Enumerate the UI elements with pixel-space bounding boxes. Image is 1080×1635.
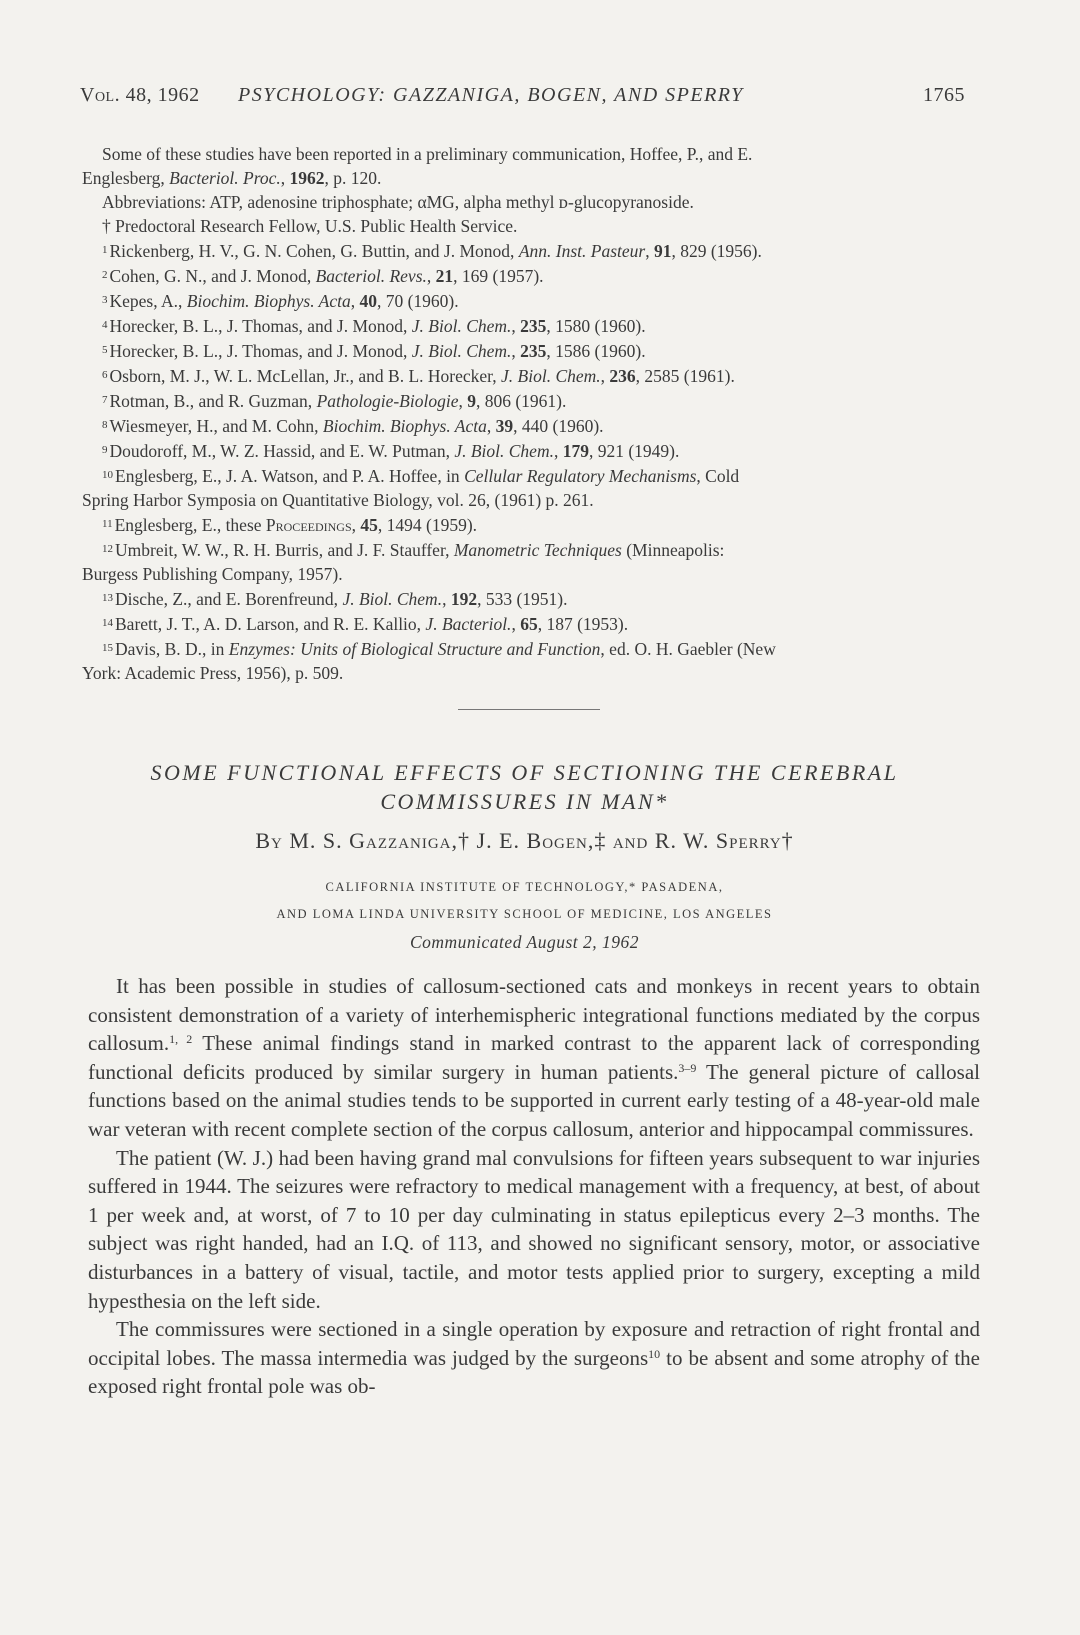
text-segment: Kepes, A., <box>109 291 187 311</box>
text-segment: , 1580 (1960). <box>546 316 646 336</box>
text-segment: , <box>645 241 654 261</box>
text-segment: It has been possible in studies of callosum-sectioned cats and monkeys in recent years to obtain consistent demonstration of a variety of interhemispheric integrational functions mediated by the corpus callosum. <box>88 974 980 1056</box>
footnote-number: 7 <box>102 394 108 406</box>
text-segment: The patient (W. J.) had been having grand mal convulsions for fifteen years subsequent to war injuries suffered in 1944. The seizures were refractory to medical management with a frequency, at best, of about 1 per week and, at worst, of 7 to 10 per day culminating in status epilepticus every 2–3 months. The subject was right handed, had an I.Q. of 113, and showed no significant sensory, motor, or associative disturbances in a battery of visual, tactile, and motor tests applied prior to surgery, excepting a mild hypesthesia on the left side. <box>88 1145 980 1313</box>
page-number: 1765 <box>923 84 965 106</box>
footnote-number: 13 <box>102 592 113 604</box>
body-paragraph <box>88 1144 980 1316</box>
text-segment: Osborn, M. J., W. L. McLellan, Jr., and B. L. Horecker, <box>109 366 502 386</box>
text-segment: Barett, J. T., A. D. Larson, and R. E. Kallio, <box>115 614 426 634</box>
text-segment: J. Biol. Chem. <box>342 589 443 609</box>
text-segment: , 806 (1961). <box>475 391 567 411</box>
footnote-number: 8 <box>102 419 108 431</box>
text-segment: The commissures were sectioned in a single operation by exposure and retraction of right frontal and occipital lobes. The massa intermedia was judged by the surgeons <box>88 1317 980 1370</box>
text-segment: These animal findings stand in marked contrast to the apparent lack of corresponding functional deficits produced by similar surgery in human patients. <box>88 1031 981 1084</box>
text-segment: Bacteriol. Revs. <box>315 266 427 286</box>
text-segment: , 187 (1953). <box>537 614 629 634</box>
text-segment: , 921 (1949). <box>588 441 680 461</box>
text-segment: to be absent and some atrophy of the exposed right frontal pole was ob- <box>88 1345 980 1399</box>
text-segment: , <box>553 441 563 461</box>
footnote <box>82 562 967 586</box>
text-segment: Davis, B. D., in <box>115 639 229 659</box>
text-segment: , Cold <box>696 466 740 486</box>
text-segment: , <box>511 341 521 361</box>
text-segment: (Minneapolis: <box>621 540 725 560</box>
communicated-date: Communicated August 2, 1962 <box>409 932 639 952</box>
text-segment: Rickenberg, H. V., G. N. Cohen, G. Buttin, and J. Monod, <box>109 241 519 261</box>
affiliation-line-2: AND LOMA LINDA UNIVERSITY SCHOOL OF MEDICINE, LOS ANGELES <box>276 907 773 921</box>
text-segment: Abbreviations: ATP, adenosine triphosphate; αMG, alpha methyl ᴅ-glucopyranoside. <box>102 192 694 212</box>
footnote-number: 10 <box>102 469 113 481</box>
text-segment: 40 <box>359 291 377 311</box>
text-segment: Cellular Regulatory Mechanisms <box>464 466 697 486</box>
footnote-number: 3 <box>102 294 108 306</box>
text-segment: , <box>350 291 360 311</box>
footnote-number: 14 <box>102 617 113 629</box>
footnote-number: 4 <box>102 319 108 331</box>
footnote <box>82 537 967 562</box>
text-segment: , <box>442 589 451 609</box>
text-segment: , <box>511 316 521 336</box>
text-segment: 65 <box>520 614 538 634</box>
text-segment: Spring Harbor Symposia on Quantitative Biology, vol. 26, (1961) p. 261. <box>82 490 594 510</box>
article-title-line-1: SOME FUNCTIONAL EFFECTS OF SECTIONING THE CEREBRAL <box>150 760 899 785</box>
text-segment: Manometric Techniques <box>453 540 622 560</box>
footnote <box>82 363 967 388</box>
text-segment: † Predoctoral Research Fellow, U.S. Public Health Service. <box>102 216 518 236</box>
footnote <box>82 238 967 263</box>
author-byline: By M. S. Gazzaniga,† J. E. Bogen,‡ and R. W. Sperry† <box>255 828 794 853</box>
running-title: PSYCHOLOGY: GAZZANIGA, BOGEN, AND SPERRY <box>238 84 744 106</box>
footnote <box>82 413 967 438</box>
text-segment: 91 <box>653 241 672 261</box>
footnote-number: 2 <box>102 269 108 281</box>
footnote <box>82 190 967 214</box>
footnote <box>82 611 967 636</box>
footnote <box>82 636 967 661</box>
text-segment: The general picture of callosal functions based on the animal studies tends to be supported in current early testing of a 48-year-old male war veteran with recent complete section of the corpus callosum, anterior and hippocampal commissures. <box>88 1059 980 1141</box>
footnote <box>82 512 967 537</box>
text-segment: Doudoroff, M., W. Z. Hassid, and E. W. Putman, <box>109 441 455 461</box>
text-segment: , <box>351 515 361 535</box>
text-segment: J. Biol. Chem. <box>501 366 601 386</box>
footnote-number: 6 <box>102 369 108 381</box>
text-segment: Bacteriol. Proc. <box>169 168 281 188</box>
text-segment: 1962 <box>289 168 325 188</box>
body-paragraph <box>88 1315 980 1401</box>
text-segment: Some of these studies have been reported in a preliminary communication, Hoffee, P., and E. <box>102 144 753 164</box>
footnote <box>82 142 967 166</box>
text-segment: Horecker, B. L., J. Thomas, and J. Monod, <box>109 341 412 361</box>
text-segment: 45 <box>360 515 378 535</box>
text-segment: , 70 (1960). <box>376 291 459 311</box>
text-segment: 236 <box>609 366 636 386</box>
text-segment: 39 <box>495 416 514 436</box>
text-segment: , ed. O. H. Gaebler (New <box>600 639 776 659</box>
text-segment: Dische, Z., and E. Borenfreund, <box>115 589 343 609</box>
text-segment: , <box>426 266 436 286</box>
text-segment: , 440 (1960). <box>513 416 604 436</box>
text-segment: , <box>280 168 290 188</box>
footnote-number: 9 <box>102 444 108 456</box>
footnote <box>82 661 967 685</box>
text-segment: Burgess Publishing Company, 1957). <box>82 564 343 584</box>
text-segment: 235 <box>520 316 547 336</box>
footnote <box>82 313 967 338</box>
footnote-number: 15 <box>102 642 113 654</box>
footnote <box>82 263 967 288</box>
text-segment: Englesberg, E., these <box>114 515 266 535</box>
text-segment: Umbreit, W. W., R. H. Burris, and J. F. Stauffer, <box>115 540 454 560</box>
reference-superscript: 3–9 <box>678 1060 697 1075</box>
text-segment: Biochim. Biophys. Acta <box>186 291 351 311</box>
text-segment: , <box>486 416 496 436</box>
text-segment: Cohen, G. N., and J. Monod, <box>109 266 316 286</box>
article-title-line-2: COMMISSURES IN MAN* <box>380 789 669 814</box>
section-divider <box>458 709 600 710</box>
footnote-number: 5 <box>102 344 108 356</box>
running-head <box>80 84 965 114</box>
footnotes-section <box>82 142 967 685</box>
footnote <box>82 214 967 238</box>
footnote <box>82 488 967 512</box>
footnote <box>82 288 967 313</box>
text-segment: Ann. Inst. Pasteur <box>518 241 646 261</box>
text-segment: , 829 (1956). <box>671 241 762 261</box>
affiliation-line-1: CALIFORNIA INSTITUTE OF TECHNOLOGY,* PASADENA, <box>325 880 724 894</box>
text-segment: Englesberg, E., J. A. Watson, and P. A. Hoffee, in <box>115 466 465 486</box>
text-segment: Wiesmeyer, H., and M. Cohn, <box>109 416 323 436</box>
text-segment: 21 <box>435 266 454 286</box>
text-segment: Horecker, B. L., J. Thomas, and J. Monod, <box>109 316 412 336</box>
footnote <box>82 388 967 413</box>
text-segment: Englesberg, <box>82 168 170 188</box>
text-segment: , <box>600 366 610 386</box>
text-segment: , <box>458 391 468 411</box>
text-segment: 9 <box>467 391 476 411</box>
text-segment: 235 <box>520 341 547 361</box>
text-segment: J. Biol. Chem. <box>454 441 554 461</box>
reference-superscript: 1, 2 <box>169 1032 193 1047</box>
text-segment: 179 <box>562 441 589 461</box>
article-title <box>82 758 967 816</box>
text-segment: , p. 120. <box>324 168 382 188</box>
text-segment: Enzymes: Units of Biological Structure and Function <box>228 639 601 659</box>
footnote-number: 11 <box>102 518 113 530</box>
text-segment: , 533 (1951). <box>477 589 568 609</box>
text-segment: , 169 (1957). <box>453 266 544 286</box>
affiliation <box>82 874 967 928</box>
text-segment: York: Academic Press, 1956), p. 509. <box>82 663 344 683</box>
footnote <box>82 438 967 463</box>
text-segment: J. Biol. Chem. <box>411 341 512 361</box>
text-segment: Rotman, B., and R. Guzman, <box>109 391 317 411</box>
text-segment: , 1586 (1960). <box>546 341 646 361</box>
footnote-number: 12 <box>102 543 113 555</box>
text-segment: , 2585 (1961). <box>635 366 735 386</box>
text-segment: J. Biol. Chem. <box>411 316 512 336</box>
footnote <box>82 338 967 363</box>
footnote <box>82 586 967 611</box>
text-segment: Biochim. Biophys. Acta <box>322 416 487 436</box>
text-segment: , <box>511 614 521 634</box>
footnote-number: 1 <box>102 244 108 256</box>
text-segment: Proceedings <box>265 515 352 535</box>
footnote <box>82 463 967 488</box>
body-paragraph <box>88 972 980 1144</box>
text-segment: 192 <box>450 589 478 609</box>
volume-label: Vol. 48, 1962 <box>80 84 200 106</box>
footnote <box>82 166 967 190</box>
article-body <box>88 972 980 1401</box>
reference-superscript: 10 <box>648 1346 661 1361</box>
text-segment: , 1494 (1959). <box>377 515 478 535</box>
text-segment: J. Bacteriol. <box>425 614 512 634</box>
text-segment: Pathologie-Biologie <box>316 391 459 411</box>
